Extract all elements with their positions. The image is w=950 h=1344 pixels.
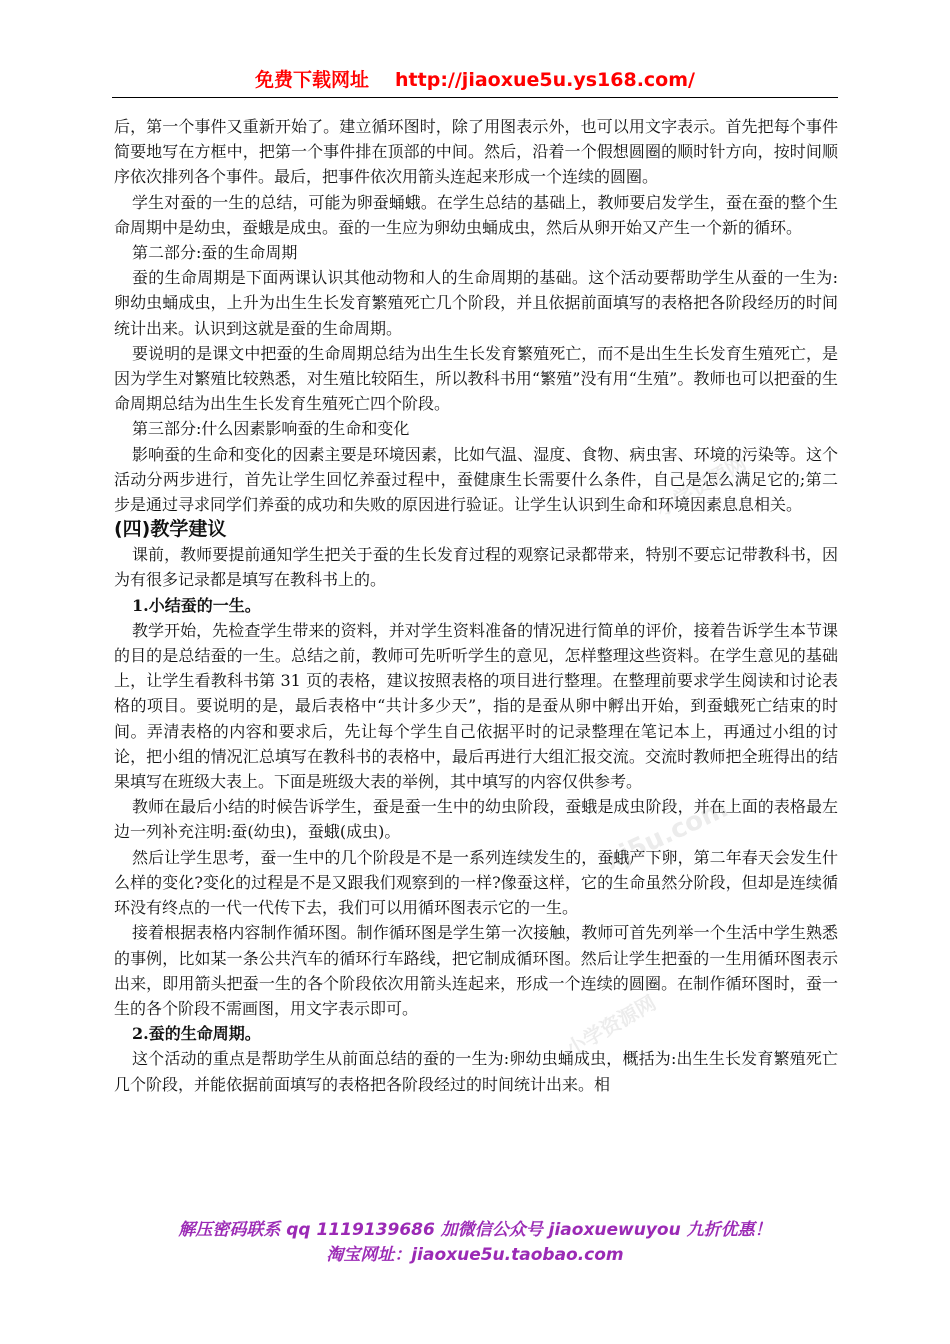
paragraph: 然后让学生思考，蚕一生中的几个阶段是不是一系列连续发生的，蚕蛾产下卵，第二年春天会发生什么样的变化?变化的过程是不是又跟我们观察到的一样?像蚕这样，它的生命虽然分阶段，但却是连续循环没有终点的一代一代传下去，我们可以用循环图表示它的一生。 [114, 847, 838, 918]
paragraph: 这个活动的重点是帮助学生从前面总结的蚕的一生为:卵幼虫蛹成虫，概括为:出生生长发育繁殖死亡几个阶段，并能依据前面填写的表格把各阶段经过的时间统计出来。相 [114, 1049, 838, 1094]
page-footer [112, 1218, 838, 1268]
subheading: 1.小结蚕的一生。 [132, 595, 261, 615]
heading: (四)教学建议 [114, 518, 227, 541]
paragraph: 教学开始，先检查学生带来的资料，并对学生资料准备的情况进行简单的评价，接着告诉学生本节课的目的是总结蚕的一生。总结之前，教师可先听听学生的意见，怎样整理这些资料。在学生意见的基础上，让学生看教科书第 31 页的表格，建议按照表格的项目进行整理。在整理前要求学生阅读和讨论表格的项目。要说明的是，最后表格中“共计多少天”，指的是蚕从卵中孵出开始，到蚕蛾死亡结束的时间。弄清表格的内容和要求后，先让每个学生自己依据平时的记录整理在笔记本上，再通过小组的讨论，把小组的情况汇总填写在教科书的表格中，最后再进行大组汇报交流。交流时教师把全班得出的结果填写在班级大表上。下面是班级大表的举例，其中填写的内容仅供参考。 [114, 620, 838, 792]
header-url[interactable]: http://jiaoxue5u.ys168.com/ [395, 69, 695, 91]
paragraph: 影响蚕的生命和变化的因素主要是环境因素，比如气温、湿度、食物、病虫害、环境的污染等。这个活动分两步进行，首先让学生回忆养蚕过程中，蚕健康生长需要什么条件，自己是怎么满足它的;第二步是通过寻求同学们养蚕的成功和失败的原因进行验证。让学生认识到生命和环境因素息息相关。 [114, 444, 838, 515]
footer-shop-link[interactable]: 淘宝网址：jiaoxue5u.taobao.com [326, 1245, 624, 1265]
footer-contact: 解压密码联系 qq 1119139686 加微信公众号 jiaoxuewuyou 九折优惠！ [178, 1220, 772, 1240]
watermark-logo: xj5u.com [599, 793, 733, 877]
paragraph: 蚕的生命周期是下面两课认识其他动物和人的生命周期的基础。这个活动要帮助学生从蚕的一生为:卵幼虫蛹成虫，上升为出生生长发育繁殖死亡几个阶段，并且依据前面填写的表格把各阶段经历的时间统计出来。认识到这就是蚕的生命周期。 [114, 268, 838, 338]
section-title: 第二部分:蚕的生命周期 [132, 243, 298, 263]
paragraph: 课前，教师要提前通知学生把关于蚕的生长发育过程的观察记录都带来，特别不要忘记带教科书，因为有很多记录都是填写在教科书上的。 [114, 545, 838, 590]
watermark-logo: 小学资源网 [651, 450, 751, 522]
paragraph: 教师在最后小结的时候告诉学生，蚕是蚕一生中的幼虫阶段，蚕蛾是成虫阶段，并在上面的表格最左边一列补充注明:蚕(幼虫)，蚕蛾(成虫)。 [114, 797, 838, 842]
paragraph: 学生对蚕的一生的总结，可能为卵蚕蛹蛾。在学生总结的基础上，教师要启发学生，蚕在蚕的整个生命周期中是幼虫，蚕蛾是成虫。蚕的一生应为卵幼虫蛹成虫，然后从卵开始又产生一个新的循环。 [114, 192, 838, 237]
header-divider [112, 97, 838, 98]
section-title: 第三部分:什么因素影响蚕的生命和变化 [132, 419, 410, 439]
paragraph: 接着根据表格内容制作循环图。制作循环图是学生第一次接触，教师可首先列举一个生活中学生熟悉的事例，比如某一条公共汽车的循环行车路线，把它制成循环图。然后让学生把蚕的一生用循环图表示出来，即用箭头把蚕一生的各个阶段依次用箭头连起来，形成一个连续的圆圈。在制作循环图时，蚕一生的各个阶段不需画图，用文字表示即可。 [114, 923, 838, 1018]
paragraph: 后，第一个事件又重新开始了。建立循环图时，除了用图表示外，也可以用文字表示。首先把每个事件简要地写在方框中，把第一个事件排在顶部的中间。然后，沿着一个假想圆圈的顺时针方向，按时间顺序依次排列各个事件。最后，把事件依次用箭头连起来形成一个连续的圆圈。 [114, 117, 838, 187]
document-body [114, 114, 838, 1097]
header-label: 免费下载网址 [255, 69, 370, 91]
watermark-logo: 小学资源网 [561, 990, 661, 1062]
paragraph: 要说明的是课文中把蚕的生命周期总结为出生生长发育繁殖死亡，而不是出生生长发育生殖死亡，是因为学生对繁殖比较熟悉，对生殖比较陌生，所以教科书用“繁殖”没有用“生殖”。教师也可以把蚕的生命周期总结为出生生长发育生殖死亡四个阶段。 [114, 343, 838, 414]
subheading: 2.蚕的生命周期。 [132, 1024, 261, 1044]
page-header [112, 66, 838, 94]
